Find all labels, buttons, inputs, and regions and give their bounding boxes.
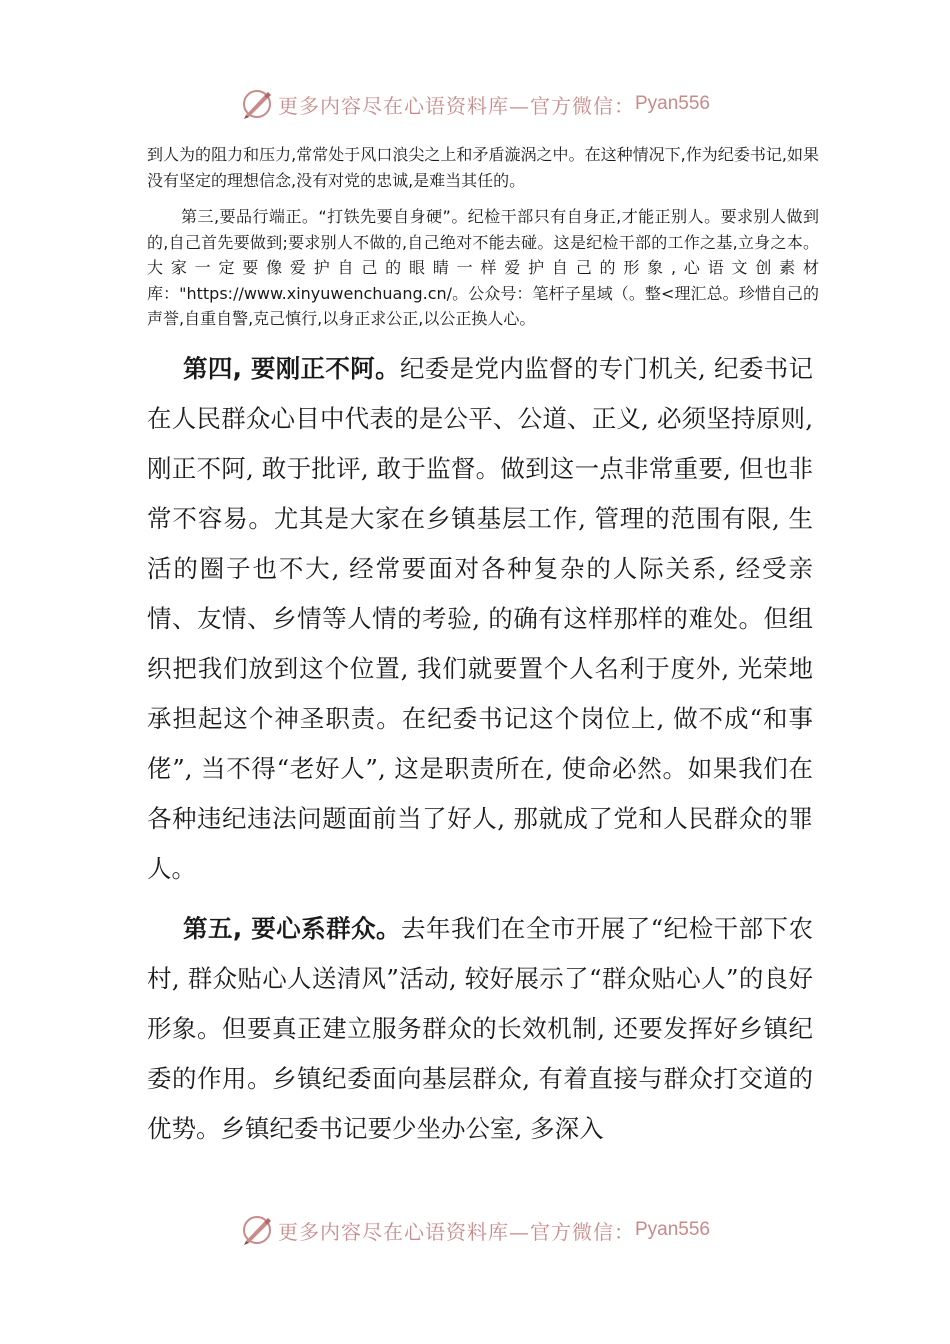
fourth-point-heading: 第四, 要刚正不阿。 bbox=[183, 354, 400, 383]
footer-banner-text: 更多内容尽在心语资料库—官方微信： bbox=[277, 1219, 635, 1244]
paragraph-fifth-point bbox=[147, 904, 813, 1154]
footer-banner-wechat: Pyan556 bbox=[634, 1219, 710, 1240]
header-banner-text: 更多内容尽在心语资料库—官方微信： bbox=[277, 93, 635, 118]
header-banner bbox=[0, 84, 950, 124]
header-banner-wechat: Pyan556 bbox=[634, 93, 710, 114]
paragraph-third-point: 第三,要品行端正。“打铁先要自身硬”。纪检干部只有自身正,才能正别人。要求别人做到的,自己首先要做到;要求别人不做的,自己绝对不能去碰。这是纪检干部的工作之基,立身之本。大家一定要像爱护自己的眼睛一样爱护自己的形象,心语文创素材库："https://www.xinyuwenchuang.cn/。公众号：笔杆子星域（。整<理汇总。珍惜自己的声誉,自重自警,克己慎行,以身正求公正,以公正换人心。 bbox=[147, 207, 819, 328]
pen-logo-icon bbox=[240, 87, 274, 121]
fifth-point-body: 去年我们在全市开展了“纪检干部下农村, 群众贴心人送清风”活动, 较好展示了“群众贴心人”的良好形象。但要真正建立服务群众的长效机制, 还要发挥好乡镇纪委的作用。乡镇纪委面向基层群众, 有着直接与群众打交道的优势。乡镇纪委书记要少坐办公室, 多深入 bbox=[147, 914, 813, 1143]
paragraph-fourth-point bbox=[147, 344, 813, 894]
paragraph-continuation: 到人为的阻力和压力,常常处于风口浪尖之上和矛盾漩涡之中。在这种情况下,作为纪委书记,如果没有坚定的理想信念,没有对党的忠诚,是难当其任的。 bbox=[147, 145, 819, 190]
pen-logo-icon bbox=[240, 1213, 274, 1247]
fourth-point-body: 纪委是党内监督的专门机关, 纪委书记在人民群众心目中代表的是公平、公道、正义, 必须坚持原则, 刚正不阿, 敢于批评, 敢于监督。做到这一点非常重要, 但也非常不容易。尤其是大家在乡镇基层工作, 管理的范围有限, 生活的圈子也不大, 经常要面对各种复杂的人际关系, 经受亲情、友情、乡情等人情的考验, 的确有这样那样的难处。但组织把我们放到这个位置, 我们就要置个人名利于度外, 光荣地承担起这个神圣职责。在纪委书记这个岗位上, 做不成“和事佬”, 当不得“老好人”, 这是职责所在, 使命必然。如果我们在各种违纪违法问题面前当了好人, 那就成了党和人民群众的罪人。 bbox=[147, 354, 814, 883]
fifth-point-heading: 第五, 要心系群众。 bbox=[183, 914, 402, 943]
footer-banner bbox=[0, 1210, 950, 1250]
